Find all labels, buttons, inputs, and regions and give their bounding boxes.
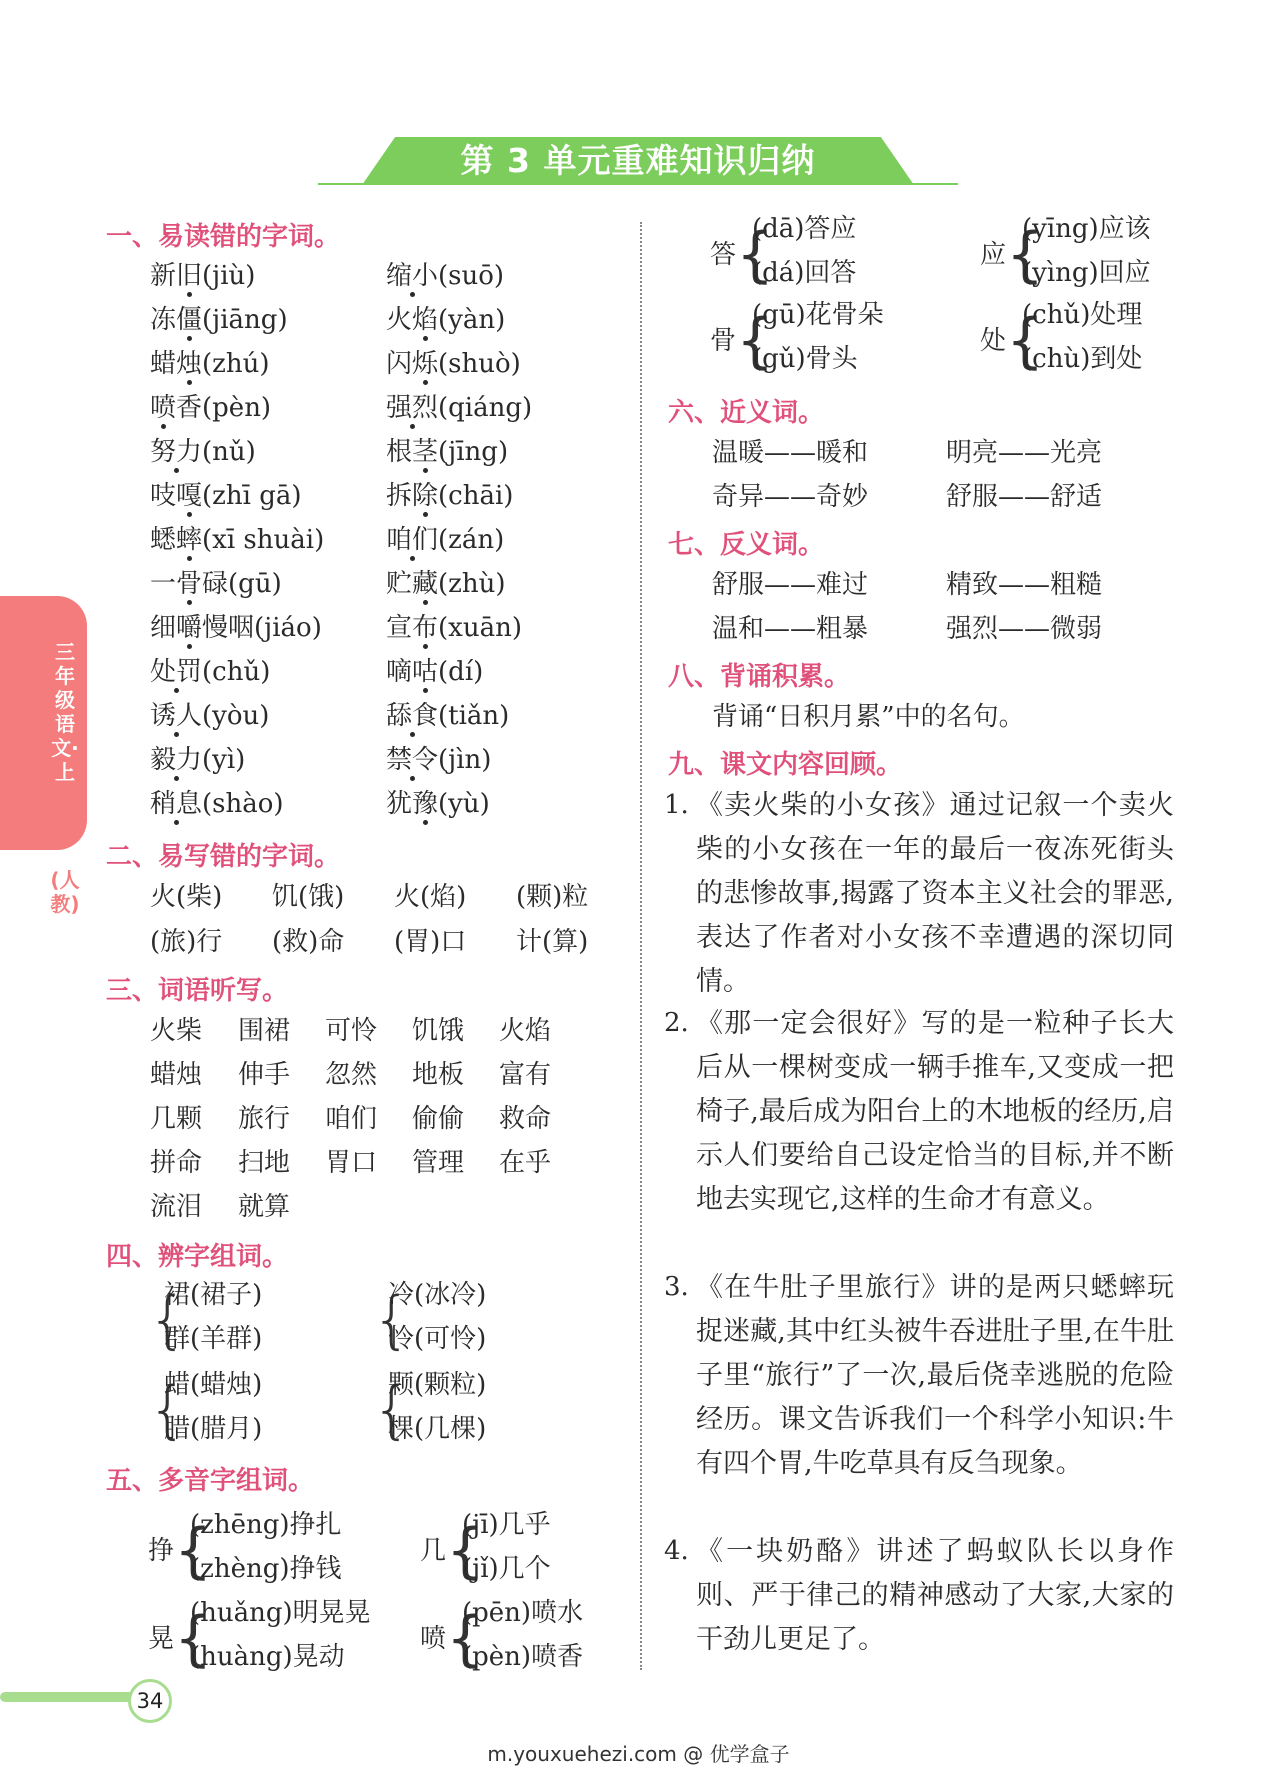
s1-text: 烈(qiáng) — [412, 393, 533, 423]
s2-item: 火(焰) — [394, 882, 467, 912]
page-number: 34 — [128, 1679, 172, 1723]
s1-text: 罚(chǔ) — [176, 657, 271, 687]
s1-text: 缩 — [386, 261, 413, 291]
section-heading-2: 二、易写错的字词。 — [106, 842, 341, 872]
polyphone-item: (chǔ)处理 — [1022, 300, 1143, 330]
s3-word: 偷偷 — [412, 1104, 465, 1134]
section-heading-1: 一、易读错的字词。 — [106, 222, 341, 252]
polyphone-item: (zhèng)挣钱 — [190, 1554, 342, 1584]
s9-item-text: 《一块奶酪》讲述了蚂蚁队长以身作则、严于律己的精神感动了大家,大家的干劲儿更足了。 — [696, 1536, 1174, 1655]
brace: { — [1006, 306, 1045, 376]
s3-word: 就算 — [238, 1192, 291, 1222]
s1-entry — [386, 567, 506, 601]
brace: { — [736, 306, 775, 376]
s1-entry — [386, 787, 490, 821]
s1-text: 力(nǔ) — [176, 437, 256, 467]
s9-item-text: 《卖火柴的小女孩》通过记叙一个卖火柴的小女孩在一年的最后一夜冻死街头的悲惨故事,揭露了资本主义社会的罪恶,表达了作者对小女孩不幸遭遇的深切同情。 — [696, 790, 1174, 997]
s6-pair: 温暖——暖和 — [712, 438, 869, 468]
s1-entry — [386, 655, 483, 689]
s1-text: 诱 — [150, 701, 177, 731]
s1-text: 处 — [150, 657, 177, 687]
polyphone-item: (gǔ)骨头 — [752, 344, 858, 374]
s1-text: (shuò) — [438, 349, 521, 379]
polyphone-item: (yìng)回应 — [1022, 258, 1151, 288]
s2-item: 火(柴) — [150, 882, 223, 912]
s4-item: 裙(裙子) — [164, 1280, 263, 1310]
s1-entry — [386, 391, 532, 425]
s1-dotted-char: 布 — [412, 613, 439, 643]
s3-word: 胃口 — [325, 1148, 378, 1178]
s1-text: 吱 — [150, 481, 177, 511]
side-tab-edition: (人教) — [50, 868, 80, 916]
s1-entry — [150, 435, 256, 469]
s1-entry — [386, 743, 491, 777]
brace: { — [446, 1516, 485, 1586]
s1-text: 火 — [386, 305, 413, 335]
s1-entry — [386, 611, 522, 645]
s2-item: (胃)口 — [394, 927, 467, 957]
s1-text: 嘀 — [386, 657, 413, 687]
side-tab-grade: 三年级语文·上 — [51, 640, 79, 784]
s1-text: 一 — [150, 569, 177, 599]
brace: { — [148, 1283, 188, 1356]
s1-text: 碌(gū) — [202, 569, 282, 599]
brace: { — [372, 1373, 412, 1446]
s1-entry — [150, 743, 245, 777]
s2-item: (颗)粒 — [516, 882, 589, 912]
s1-text: (yàn) — [438, 305, 506, 335]
s1-text: 息(shào) — [176, 789, 284, 819]
s1-entry — [386, 259, 504, 293]
s3-word: 在乎 — [499, 1148, 552, 1178]
s3-word: 管理 — [412, 1148, 465, 1178]
s1-text: 力(yì) — [176, 745, 246, 775]
s4-item: 冷(冰冷) — [388, 1280, 487, 1310]
polyphone-char: 骨 — [710, 326, 737, 356]
polyphone-char: 晃 — [148, 1624, 175, 1654]
brace: { — [1006, 220, 1045, 290]
s1-entry — [150, 391, 271, 425]
s6-pair: 舒服——舒适 — [946, 482, 1103, 512]
polyphone-item: (pēn)喷水 — [462, 1598, 584, 1628]
s1-text: 食(tiǎn) — [412, 701, 510, 731]
s7-pair: 强烈——微弱 — [946, 614, 1103, 644]
s1-dotted-char: 烛 — [176, 349, 203, 379]
s1-dotted-char: 喷 — [150, 393, 177, 423]
s3-word: 旅行 — [238, 1104, 291, 1134]
s1-text: 人(yòu) — [176, 701, 270, 731]
section-heading-4: 四、辨字组词。 — [106, 1242, 289, 1272]
s1-text: 禁 — [386, 745, 413, 775]
polyphone-char: 喷 — [420, 1624, 447, 1654]
s3-word: 饥饿 — [412, 1016, 465, 1046]
polyphone-item: (huǎng)明晃晃 — [190, 1598, 371, 1628]
s1-dotted-char: 旧 — [176, 261, 203, 291]
s3-word: 蜡烛 — [150, 1060, 203, 1090]
polyphone-item: (dā)答应 — [752, 214, 857, 244]
s9-item-number: 2. — [664, 1008, 689, 1038]
polyphone-item: (jǐ)几个 — [462, 1554, 551, 1584]
watermark: m.youxuehezi.com @ 优学盒子 — [487, 1742, 790, 1766]
s2-item: (旅)行 — [150, 927, 223, 957]
s3-word: 忽然 — [325, 1060, 378, 1090]
section-heading-3: 三、词语听写。 — [106, 976, 289, 1006]
s1-text: 宣 — [386, 613, 413, 643]
s3-word: 富有 — [499, 1060, 552, 1090]
s2-item: (救)命 — [272, 927, 345, 957]
s1-text: 闪 — [386, 349, 413, 379]
s4-item: 群(羊群) — [164, 1324, 263, 1354]
s1-entry — [386, 523, 504, 557]
s1-dotted-char: 豫 — [412, 789, 439, 819]
polyphone-item: (pèn)喷香 — [462, 1642, 584, 1672]
s1-entry — [150, 479, 302, 513]
brace: { — [372, 1283, 412, 1356]
s1-dotted-char: 咕 — [412, 657, 439, 687]
s1-entry — [150, 787, 284, 821]
s3-word: 救命 — [499, 1104, 552, 1134]
s1-entry — [150, 523, 324, 557]
page-number-bar — [0, 1692, 140, 1702]
brace: { — [736, 220, 775, 290]
column-divider — [640, 222, 642, 1670]
s9-item-text: 《在牛肚子里旅行》讲的是两只蟋蟀玩捉迷藏,其中红头被牛吞进肚子里,在牛肚子里“旅行”了一次,最后侥幸逃脱的危险经历。课文告诉我们一个科学小知识:牛有四个胃,牛吃草具有反刍现象。 — [696, 1272, 1174, 1479]
s1-text: (jiāng) — [202, 305, 288, 335]
s1-text: 贮 — [386, 569, 413, 599]
s1-text: 努 — [150, 437, 177, 467]
s4-item: 怜(可怜) — [388, 1324, 487, 1354]
s1-dotted-char: 焰 — [412, 305, 439, 335]
s2-item: 饥(饿) — [272, 882, 345, 912]
polyphone-item: (jī)几乎 — [462, 1510, 551, 1540]
polyphone-char: 答 — [710, 240, 737, 270]
s3-word: 地板 — [412, 1060, 465, 1090]
s1-text: (xī shuài) — [202, 525, 325, 555]
s9-item-number: 4. — [664, 1536, 689, 1566]
s3-word: 流泪 — [150, 1192, 203, 1222]
section-heading-5: 五、多音字组词。 — [106, 1466, 315, 1496]
s1-entry — [150, 699, 269, 733]
s1-text: 们(zán) — [412, 525, 505, 555]
s7-pair: 精致——粗糙 — [946, 570, 1103, 600]
s1-text: 冻 — [150, 305, 177, 335]
s1-text: 小(suō) — [412, 261, 505, 291]
s1-text: 咱 — [386, 525, 413, 555]
brace: { — [446, 1604, 485, 1674]
polyphone-item: (dá)回答 — [752, 258, 857, 288]
s1-entry — [150, 259, 255, 293]
s1-text: (zhù) — [438, 569, 506, 599]
brace: { — [174, 1604, 213, 1674]
s6-pair: 明亮——光亮 — [946, 438, 1103, 468]
s3-word: 伸手 — [238, 1060, 291, 1090]
section-heading-8: 八、背诵积累。 — [668, 662, 851, 692]
s1-text: 细 — [150, 613, 177, 643]
s4-item: 棵(几棵) — [388, 1414, 487, 1444]
s1-entry — [150, 347, 270, 381]
s1-entry — [386, 479, 513, 513]
s4-item: 腊(腊月) — [164, 1414, 263, 1444]
s3-word: 围裙 — [238, 1016, 291, 1046]
polyphone-char: 处 — [980, 326, 1007, 356]
s1-dotted-char: 嚼 — [176, 613, 203, 643]
s1-entry — [386, 435, 508, 469]
polyphone-item: (yīng)应该 — [1022, 214, 1151, 244]
s7-pair: 舒服——难过 — [712, 570, 869, 600]
s1-text: 犹 — [386, 789, 413, 819]
section-heading-7: 七、反义词。 — [668, 530, 825, 560]
s3-word: 火焰 — [499, 1016, 552, 1046]
s1-entry — [150, 611, 322, 645]
s1-dotted-char: 烁 — [412, 349, 439, 379]
s4-item: 颗(颗粒) — [388, 1370, 487, 1400]
s3-word: 扫地 — [238, 1148, 291, 1178]
s9-item-number: 1. — [664, 790, 689, 820]
polyphone-item: (zhēng)挣扎 — [190, 1510, 342, 1540]
s1-entry — [386, 347, 521, 381]
s2-item: 计(算) — [516, 927, 589, 957]
page-title: 第 3 单元重难知识归纳 — [460, 141, 816, 180]
s1-text: (jiù) — [202, 261, 256, 291]
s1-text: 舔 — [386, 701, 413, 731]
s1-text: 新 — [150, 261, 177, 291]
s1-entry — [150, 303, 288, 337]
s9-item-text: 《那一定会很好》写的是一粒种子长大后从一棵树变成一辆手推车,又变成一把椅子,最后成为阳台上的木地板的经历,启示人们要给自己设定恰当的目标,并不断地去实现它,这样的生命才有意义。 — [696, 1008, 1174, 1215]
s1-text: (dí) — [438, 657, 484, 687]
polyphone-char: 挣 — [148, 1536, 175, 1566]
s4-item: 蜡(蜡烛) — [164, 1370, 263, 1400]
s1-text: 令(jìn) — [412, 745, 492, 775]
s1-dotted-char: 骨 — [176, 569, 203, 599]
s1-text: 香(pèn) — [176, 393, 272, 423]
s1-dotted-char: 僵 — [176, 305, 203, 335]
s6-pair: 奇异——奇妙 — [712, 482, 869, 512]
s1-entry — [386, 303, 505, 337]
s1-text: (yù) — [438, 789, 490, 819]
brace: { — [148, 1373, 188, 1446]
polyphone-item: (gū)花骨朵 — [752, 300, 884, 330]
s1-entry — [150, 655, 270, 689]
polyphone-char: 几 — [420, 1536, 447, 1566]
s1-text: 稍 — [150, 789, 177, 819]
s1-dotted-char: 嘎 — [176, 481, 203, 511]
s1-text: 强 — [386, 393, 413, 423]
brace: { — [174, 1516, 213, 1586]
s9-item-number: 3. — [664, 1272, 689, 1302]
s1-dotted-char: 除 — [412, 481, 439, 511]
polyphone-char: 应 — [980, 240, 1007, 270]
s1-text: 蟋 — [150, 525, 177, 555]
s1-text: (zhī gā) — [202, 481, 302, 511]
s1-text: (xuān) — [438, 613, 522, 643]
s1-dotted-char: 茎 — [412, 437, 439, 467]
s1-text: 根 — [386, 437, 413, 467]
section-heading-9: 九、课文内容回顾。 — [668, 750, 903, 780]
s1-dotted-char: 蟀 — [176, 525, 203, 555]
s3-word: 火柴 — [150, 1016, 203, 1046]
polyphone-item: (chù)到处 — [1022, 344, 1143, 374]
s1-text: 慢咽(jiáo) — [202, 613, 322, 643]
s1-entry — [386, 699, 509, 733]
s1-text: (zhú) — [202, 349, 270, 379]
s7-pair: 温和——粗暴 — [712, 614, 869, 644]
s1-text: 蜡 — [150, 349, 177, 379]
s3-word: 可怜 — [325, 1016, 378, 1046]
s1-dotted-char: 藏 — [412, 569, 439, 599]
polyphone-item: (huàng)晃动 — [190, 1642, 345, 1672]
s1-text: (chāi) — [438, 481, 514, 511]
s1-text: 拆 — [386, 481, 413, 511]
s8-text: 背诵“日积月累”中的名句。 — [712, 702, 1025, 732]
section-heading-6: 六、近义词。 — [668, 398, 825, 428]
s1-entry — [150, 567, 282, 601]
s3-word: 拼命 — [150, 1148, 203, 1178]
s3-word: 咱们 — [325, 1104, 378, 1134]
s3-word: 几颗 — [150, 1104, 203, 1134]
s1-text: 毅 — [150, 745, 177, 775]
s1-text: (jīng) — [438, 437, 509, 467]
